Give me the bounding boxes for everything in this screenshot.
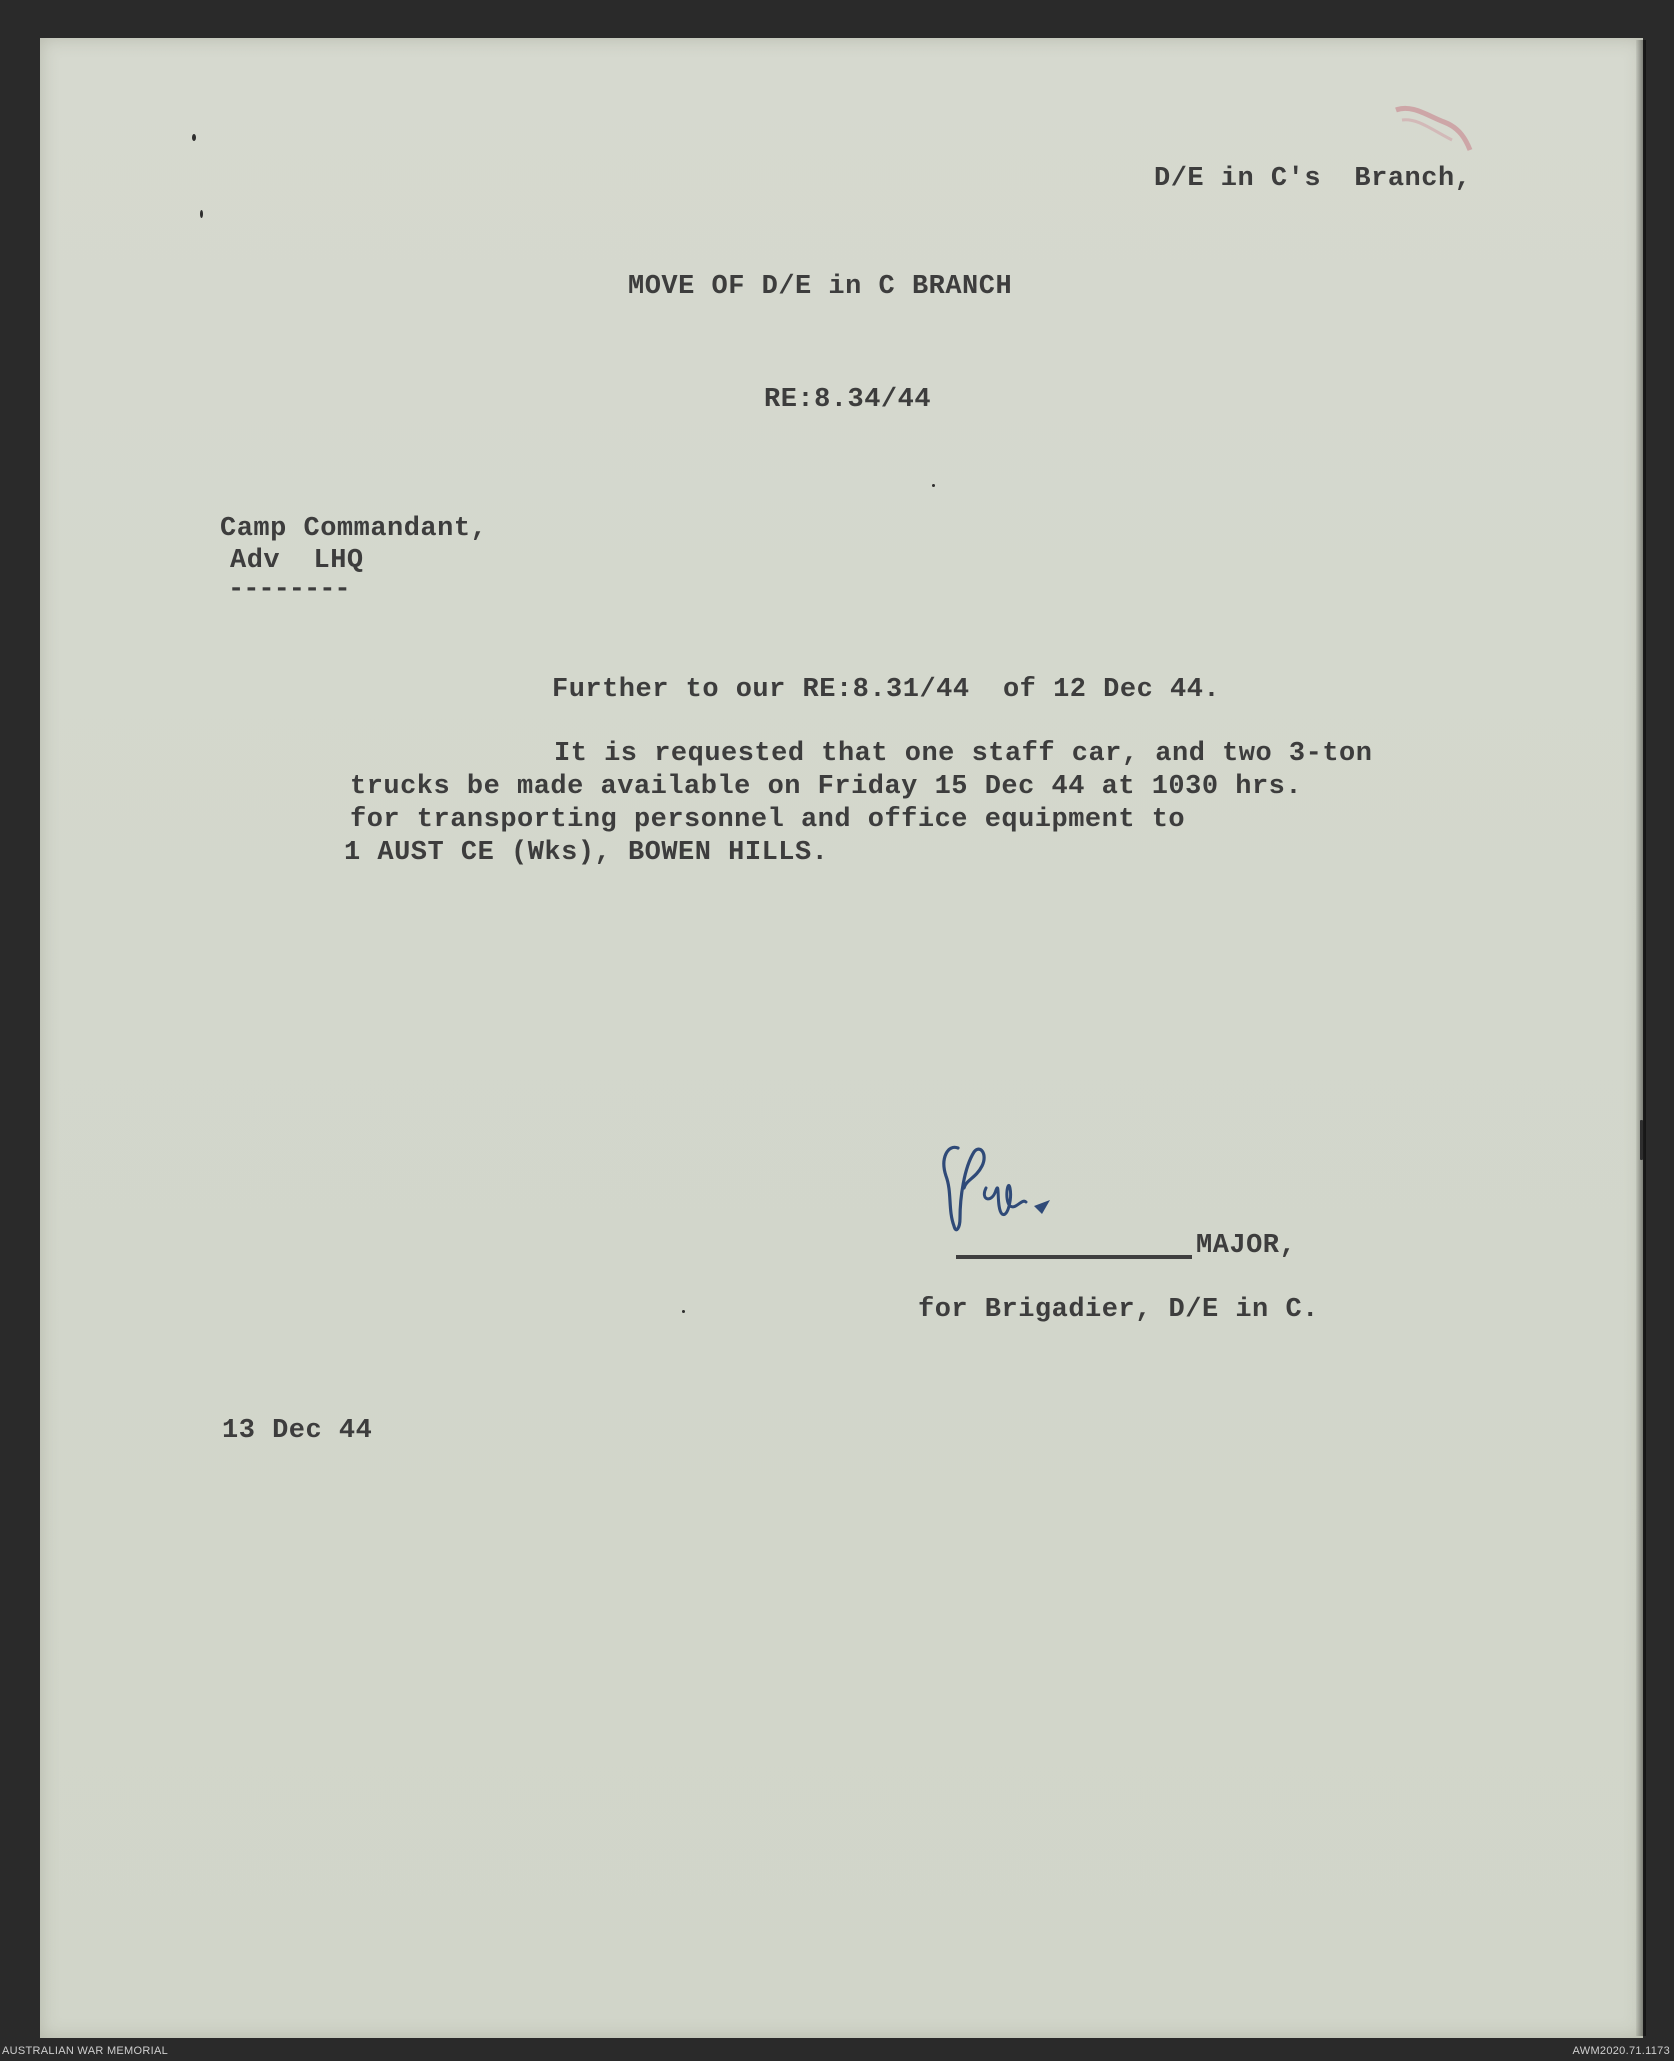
paragraph-line-2: trucks be made available on Friday 15 Dec 44 at 1030 hrs. — [350, 772, 1303, 802]
page-edge-shadow — [1636, 40, 1646, 2036]
archive-institution: AUSTRALIAN WAR MEMORIAL — [2, 2045, 169, 2057]
document-date: 13 Dec 44 — [222, 1416, 373, 1446]
signatory-rank: MAJOR, — [1196, 1231, 1297, 1261]
paragraph-line-4: 1 AUST CE (Wks), BOWEN HILLS. — [344, 838, 829, 868]
branch-header: D/E in C's Branch, — [1154, 164, 1472, 194]
document-page — [40, 38, 1643, 2038]
paper-speck — [932, 484, 935, 487]
signature-line — [956, 1255, 1192, 1259]
intro-line: Further to our RE:8.31/44 of 12 Dec 44. — [552, 675, 1221, 705]
signatory-authority: for Brigadier, D/E in C. — [918, 1295, 1319, 1325]
paper-speck — [1640, 1120, 1643, 1160]
red-ink-mark — [1388, 100, 1474, 156]
reference-number: RE:8.34/44 — [764, 385, 932, 415]
paper-speck — [192, 134, 196, 141]
paragraph-line-1: It is requested that one staff car, and two 3-ton — [554, 739, 1373, 769]
handwritten-signature — [930, 1118, 1080, 1258]
paragraph-line-3: for transporting personnel and office equipment to — [350, 805, 1186, 835]
addressee-underline: -------- — [228, 575, 350, 605]
addressee-unit: Adv LHQ — [230, 546, 364, 576]
paper-speck — [200, 210, 203, 218]
subject-title: MOVE OF D/E in C BRANCH — [628, 272, 1013, 302]
archive-accession: AWM2020.71.1173 — [1572, 2045, 1670, 2057]
addressee-title: Camp Commandant, — [220, 514, 488, 544]
paper-speck — [682, 1310, 685, 1313]
